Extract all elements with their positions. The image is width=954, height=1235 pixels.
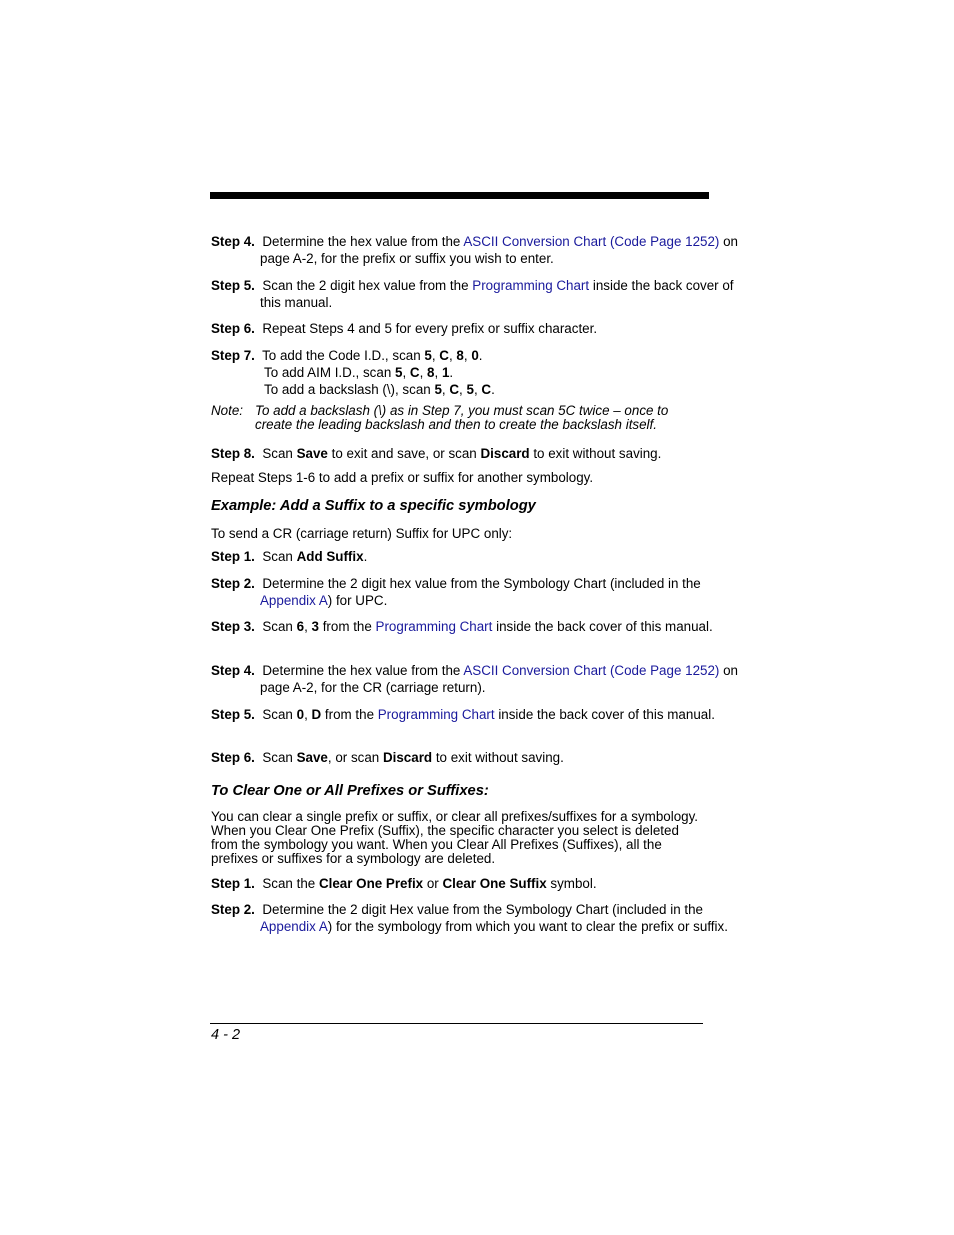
programming-chart-link[interactable]: Programming Chart xyxy=(375,619,493,634)
programming-chart-link[interactable]: Programming Chart xyxy=(377,707,495,722)
step-5: Step 5. Scan the 2 digit hex value from the Programming Chart inside the back cover of this manual. xyxy=(211,278,734,310)
example-step-5: Step 5. Scan 0, D from the Programming Chart inside the back cover of this manual. xyxy=(211,707,715,722)
step-6: Step 6. Repeat Steps 4 and 5 for every prefix or suffix character. xyxy=(211,321,598,336)
example-step-3: Step 3. Scan 6, 3 from the Programming Chart inside the back cover of this manual. xyxy=(211,619,713,634)
note: Note: To add a backslash (\) as in Step 7, you must scan 5C twice – once to create the leading backslash and then to create the backslash itself. xyxy=(211,403,669,432)
example-step-6: Step 6. Scan Save, or scan Discard to exit without saving. xyxy=(211,750,564,765)
clear-heading: To Clear One or All Prefixes or Suffixes: xyxy=(211,783,489,799)
step-8: Step 8. Scan Save to exit and save, or scan Discard to exit without saving. xyxy=(211,446,662,461)
page-number: 4 - 2 xyxy=(211,1027,241,1043)
step-7-backslash-line: To add a backslash (\), scan 5, C, 5, C. xyxy=(264,382,495,397)
clear-paragraph: You can clear a single prefix or suffix, or clear all prefixes/suffixes for a symbology. When you Clear One Prefix (Suffix), the specific character you select is deleted from the symbology you want. When you Clear All Prefixes (Suffixes), all the prefixes or suffixes for a symbology are deleted. xyxy=(211,809,699,866)
header-rule xyxy=(210,192,709,199)
example-step-4: Step 4. Determine the hex value from the ASCII Conversion Chart (Code Page 1252) on page A-2, for the CR (carriage return). xyxy=(211,663,738,695)
programming-chart-link[interactable]: Programming Chart xyxy=(472,278,590,293)
example-intro: To send a CR (carriage return) Suffix for UPC only: xyxy=(211,526,513,541)
repeat-text: Repeat Steps 1-6 to add a prefix or suffix for another symbology. xyxy=(211,470,594,485)
appendix-a-link[interactable]: Appendix A xyxy=(260,593,328,608)
clear-step-2: Step 2. Determine the 2 digit Hex value from the Symbology Chart (included in the Appendix A) for the symbology from which you want to clear the prefix or suffix. xyxy=(211,902,728,934)
clear-step-1: Step 1. Scan the Clear One Prefix or Clear One Suffix symbol. xyxy=(211,876,597,891)
step-4: Step 4. Determine the hex value from the ASCII Conversion Chart (Code Page 1252) on page A-2, for the prefix or suffix you wish to enter. xyxy=(211,234,738,266)
ascii-chart-link[interactable]: ASCII Conversion Chart (Code Page 1252) xyxy=(463,234,720,249)
example-step-1: Step 1. Scan Add Suffix. xyxy=(211,549,368,564)
example-step-2: Step 2. Determine the 2 digit hex value from the Symbology Chart (included in the Appendix A) for UPC. xyxy=(211,576,701,608)
example-heading: Example: Add a Suffix to a specific symbology xyxy=(211,498,536,514)
appendix-a-link[interactable]: Appendix A xyxy=(260,919,328,934)
footer-rule xyxy=(210,1023,703,1024)
step-7-aim-line: To add AIM I.D., scan 5, C, 8, 1. xyxy=(264,365,454,380)
ascii-chart-link[interactable]: ASCII Conversion Chart (Code Page 1252) xyxy=(463,663,720,678)
step-7: Step 7. To add the Code I.D., scan 5, C, 8, 0. To add AIM I.D., scan 5, C, 8, 1. To add a backslash (\), scan 5, C, 5, C. xyxy=(211,347,703,398)
